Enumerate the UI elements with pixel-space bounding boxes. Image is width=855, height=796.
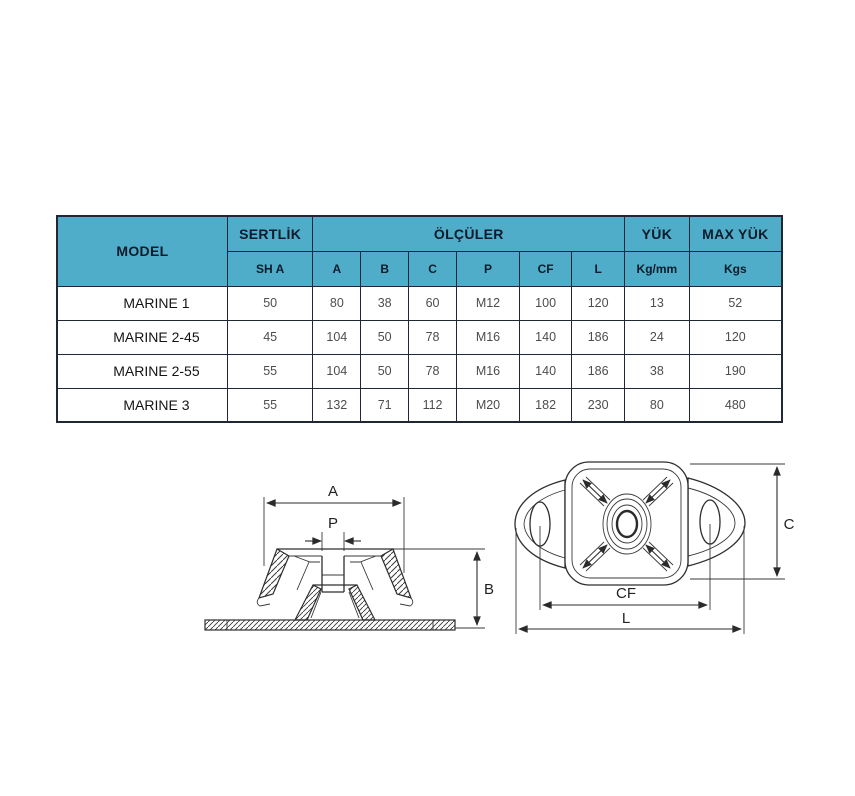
- cell-value: 120: [689, 320, 782, 354]
- subheader-kgs: Kgs: [689, 251, 782, 286]
- cell-value: 190: [689, 354, 782, 388]
- dim-label-cf: CF: [616, 585, 636, 602]
- cell-value: 132: [313, 388, 361, 422]
- cell-value: 24: [625, 320, 690, 354]
- model-name: MARINE 2-55: [57, 354, 227, 388]
- cell-value: 55: [227, 354, 313, 388]
- cell-value: M16: [456, 354, 519, 388]
- cell-value: 80: [625, 388, 690, 422]
- subheader-l: L: [572, 251, 625, 286]
- cell-value: 480: [689, 388, 782, 422]
- cell-value: 55: [227, 388, 313, 422]
- cell-value: 186: [572, 320, 625, 354]
- dim-label-c: C: [783, 516, 795, 533]
- dim-label-b: B: [483, 581, 495, 598]
- subheader-kgmm: Kg/mm: [625, 251, 690, 286]
- table-row: [57, 320, 782, 354]
- header-yuk: YÜK: [625, 216, 690, 251]
- cell-value: M20: [456, 388, 519, 422]
- cell-value: 45: [227, 320, 313, 354]
- cell-value: 80: [313, 286, 361, 320]
- cell-value: 50: [361, 354, 409, 388]
- cell-value: 38: [361, 286, 409, 320]
- cell-value: 120: [572, 286, 625, 320]
- header-sertlik: SERTLİK: [227, 216, 313, 251]
- cell-value: 50: [361, 320, 409, 354]
- spec-table: [56, 215, 783, 423]
- cell-value: 112: [409, 388, 457, 422]
- header-model: MODEL: [57, 216, 227, 286]
- cell-value: 13: [625, 286, 690, 320]
- table-row: [57, 286, 782, 320]
- dimension-b: [477, 552, 494, 625]
- cell-value: 104: [313, 320, 361, 354]
- subheader-c: C: [409, 251, 457, 286]
- cell-value: 140: [520, 354, 572, 388]
- cell-value: 52: [689, 286, 782, 320]
- model-name: MARINE 1: [57, 286, 227, 320]
- subheader-sha: SH A: [227, 251, 313, 286]
- model-name: MARINE 2-45: [57, 320, 227, 354]
- side-view-diagram: [193, 452, 503, 657]
- cell-value: 100: [520, 286, 572, 320]
- cell-value: M16: [456, 320, 519, 354]
- cell-value: 71: [361, 388, 409, 422]
- table-row: [57, 388, 782, 422]
- cell-value: 38: [625, 354, 690, 388]
- top-view-diagram: [495, 448, 805, 658]
- cell-value: 60: [409, 286, 457, 320]
- cell-value: 104: [313, 354, 361, 388]
- dim-label-a: A: [327, 483, 339, 500]
- cell-value: 50: [227, 286, 313, 320]
- table-row: [57, 354, 782, 388]
- dim-label-l: L: [621, 610, 631, 627]
- model-name: MARINE 3: [57, 388, 227, 422]
- subheader-cf: CF: [520, 251, 572, 286]
- dim-label-p: P: [327, 515, 339, 532]
- subheader-a: A: [313, 251, 361, 286]
- cell-value: 182: [520, 388, 572, 422]
- cell-value: M12: [456, 286, 519, 320]
- cell-value: 78: [409, 320, 457, 354]
- dimension-p: [305, 515, 361, 551]
- mount-top-view-drawing: [495, 448, 805, 658]
- subheader-b: B: [361, 251, 409, 286]
- mount-body: [205, 549, 485, 630]
- cell-value: 186: [572, 354, 625, 388]
- header-olculer: ÖLÇÜLER: [313, 216, 625, 251]
- cell-value: 140: [520, 320, 572, 354]
- header-max-yuk: MAX YÜK: [689, 216, 782, 251]
- subheader-p: P: [456, 251, 519, 286]
- mount-side-view-drawing: [193, 452, 503, 657]
- cell-value: 230: [572, 388, 625, 422]
- cell-value: 78: [409, 354, 457, 388]
